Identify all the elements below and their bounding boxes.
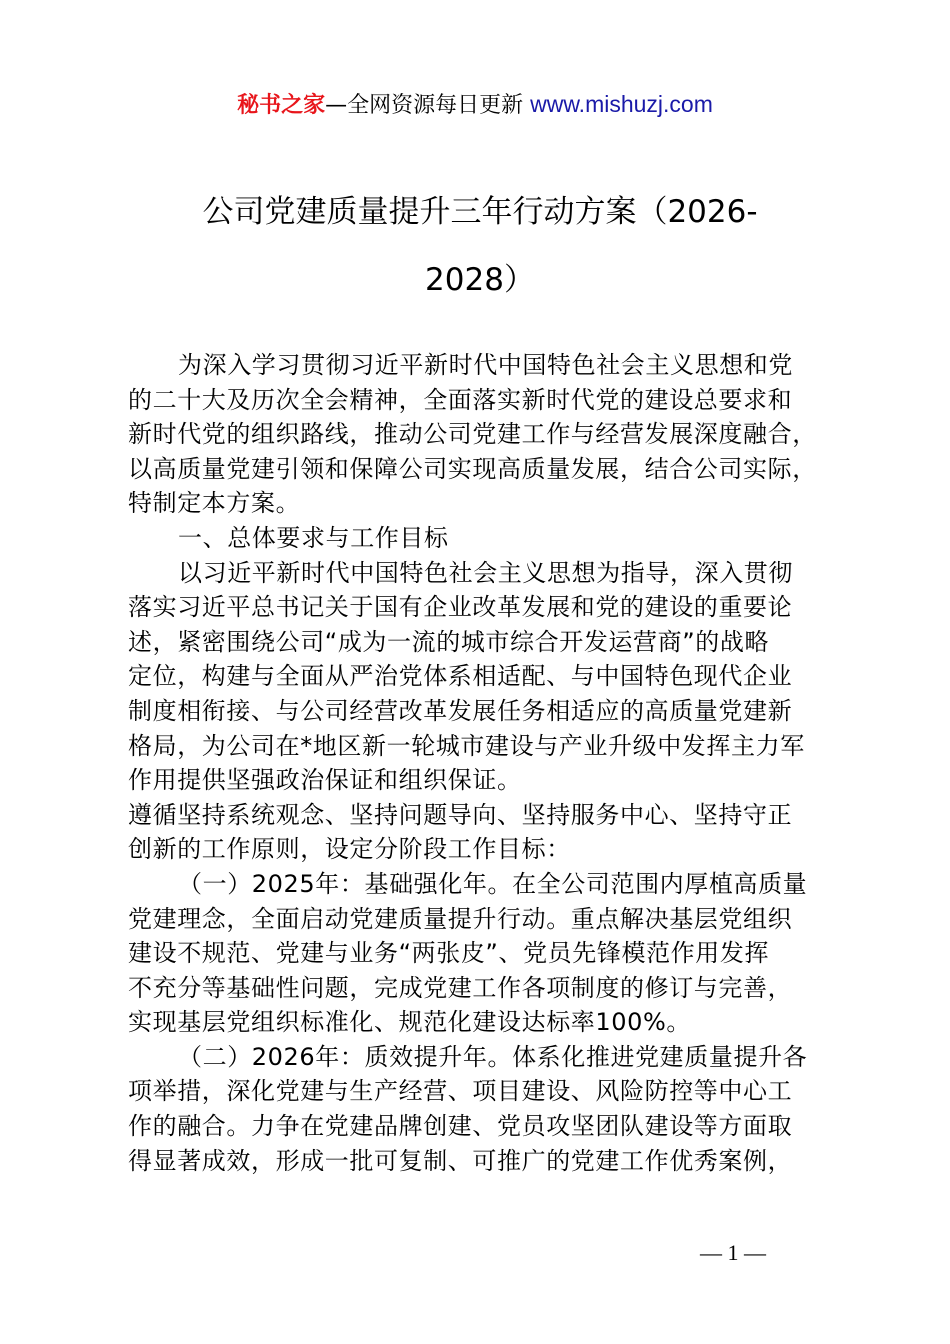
paragraph-line: 的二十大及历次全会精神，全面落实新时代党的建设总要求和: [128, 385, 793, 414]
paragraph-line: 不充分等基础性问题，完成党建工作各项制度的修订与完善，: [128, 973, 793, 1002]
paragraph-line: 实现基层党组织标准化、规范化建设达标率100%。: [128, 1008, 692, 1037]
paragraph-line: 作的融合。力争在党建品牌创建、党员攻坚团队建设等方面取: [128, 1112, 793, 1141]
paragraph-line: 创新的工作原则，设定分阶段工作目标：: [128, 835, 571, 864]
paragraph-line: 述，紧密围绕公司“成为一流的城市综合开发运营商”的战略: [128, 627, 770, 656]
brand-name: 秘书之家: [237, 93, 326, 118]
header-tagline: —全网资源每日更新: [325, 93, 531, 118]
paragraph-line: 特制定本方案。: [128, 489, 301, 518]
paragraph-line: 落实习近平总书记关于国有企业改革发展和党的建设的重要论: [128, 593, 793, 622]
site-url-link[interactable]: www.mishuzj.com: [530, 91, 713, 117]
paragraph-line: 定位，构建与全面从严治党体系相适配、与中国特色现代企业: [128, 662, 793, 691]
paragraph-line: 项举措，深化党建与生产经营、项目建设、风险防控等中心工: [128, 1077, 793, 1106]
paragraph-line: 以习近平新时代中国特色社会主义思想为指导，深入贯彻: [178, 558, 793, 587]
paragraph-line: 制度相衔接、与公司经营改革发展任务相适应的高质量党建新: [128, 696, 793, 725]
paragraph-line: 建设不规范、党建与业务“两张皮”、党员先锋模范作用发挥: [128, 939, 770, 968]
paragraph-line: 遵循坚持系统观念、坚持问题导向、坚持服务中心、坚持守正: [128, 800, 793, 829]
page-number: — 1 —: [700, 1240, 766, 1265]
paragraph-line: 得显著成效，形成一批可复制、可推广的党建工作优秀案例，: [128, 1146, 793, 1175]
paragraph-line: 为深入学习贯彻习近平新时代中国特色社会主义思想和党: [178, 351, 793, 379]
paragraph-line: 作用提供坚强政治保证和组织保证。: [128, 766, 522, 795]
paragraph-line: 新时代党的组织路线，推动公司党建工作与经营发展深度融合，: [128, 420, 817, 449]
paragraph-line: （一）2025年：基础强化年。在全公司范围内厚植高质量: [178, 869, 808, 898]
site-header: [0, 88, 950, 122]
paragraph-line: 格局，为公司在*地区新一轮城市建设与产业升级中发挥主力军: [128, 731, 805, 760]
section-heading: 一、总体要求与工作目标: [178, 523, 449, 552]
document-body: [128, 348, 848, 1178]
document-title-line-1: 公司党建质量提升三年行动方案（2026-: [202, 194, 758, 230]
paragraph-line: （二）2026年：质效提升年。体系化推进党建质量提升各: [178, 1042, 808, 1071]
document-title-line-2: 2028）: [425, 262, 535, 298]
paragraph-line: 党建理念，全面启动党建质量提升行动。重点解决基层党组织: [128, 904, 793, 933]
paragraph-line: 以高质量党建引领和保障公司实现高质量发展，结合公司实际，: [128, 454, 817, 483]
